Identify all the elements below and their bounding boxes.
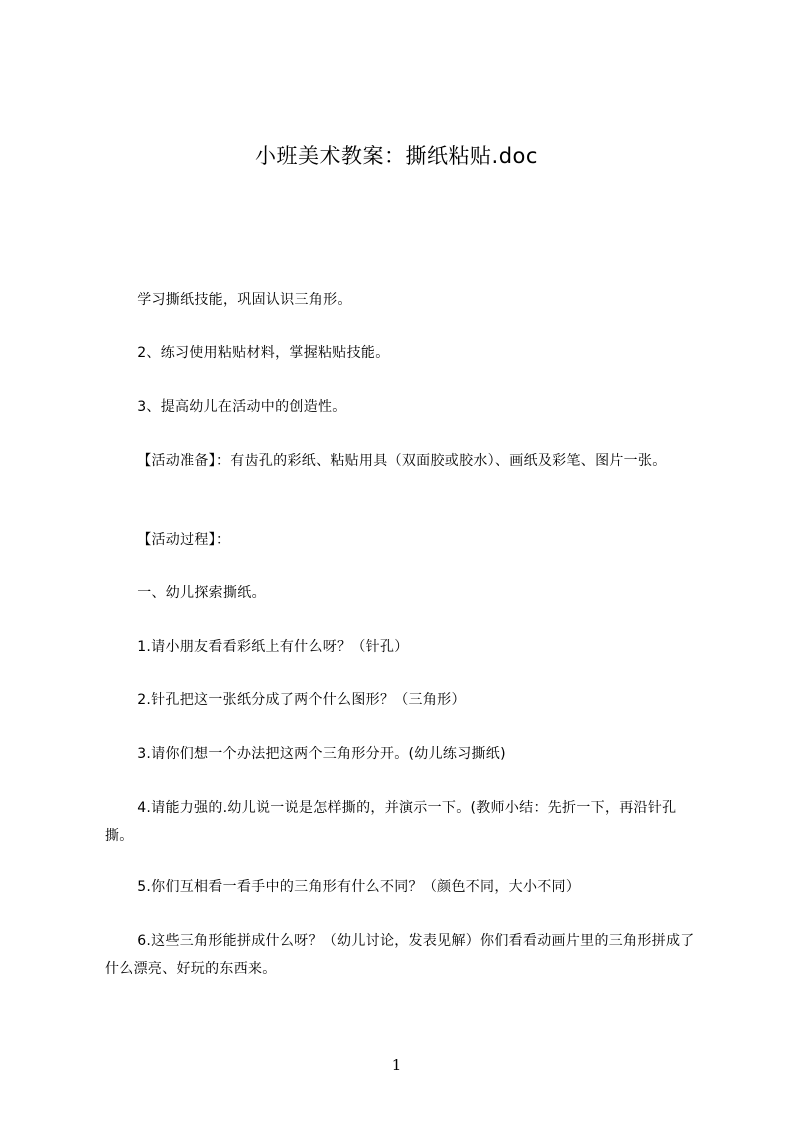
paragraph-preparation: 【活动准备】：有齿孔的彩纸、粘贴用具（双面胶或胶水）、画纸及彩笔、图片一张。 bbox=[137, 453, 667, 469]
paragraph-step-5: 5.你们互相看一看手中的三角形有什么不同？（颜色不同，大小不同） bbox=[137, 879, 581, 895]
paragraph-step-4: 4.请能力强的.幼儿说一说是怎样撕的，并演示一下。(教师小结：先折一下，再沿针孔撕。 bbox=[105, 800, 677, 844]
paragraph-step-6: 6.这些三角形能拼成什么呀？（幼儿讨论，发表见解）你们看看动画片里的三角形拼成了什么漂亮、好玩的东西来。 bbox=[105, 933, 695, 977]
paragraph-step-3: 3.请你们想一个办法把这两个三角形分开。(幼儿练习撕纸) bbox=[137, 746, 506, 762]
document-title: 小班美术教案：撕纸粘贴.doc bbox=[255, 144, 538, 168]
paragraph-objective-3: 3、提高幼儿在活动中的创造性。 bbox=[137, 399, 347, 415]
paragraph-step-1: 1.请小朋友看看彩纸上有什么呀？（针孔） bbox=[137, 639, 409, 655]
paragraph-section-1: 一、幼儿探索撕纸。 bbox=[137, 585, 266, 601]
paragraph-objective-1: 学习撕纸技能，巩固认识三角形。 bbox=[137, 292, 352, 308]
paragraph-process-heading: 【活动过程】： bbox=[137, 532, 231, 548]
page-number: 1 bbox=[391, 1056, 402, 1074]
paragraph-step-2: 2.针孔把这一张纸分成了两个什么图形？（三角形） bbox=[137, 692, 466, 708]
paragraph-objective-2: 2、练习使用粘贴材料，掌握粘贴技能。 bbox=[137, 345, 390, 361]
